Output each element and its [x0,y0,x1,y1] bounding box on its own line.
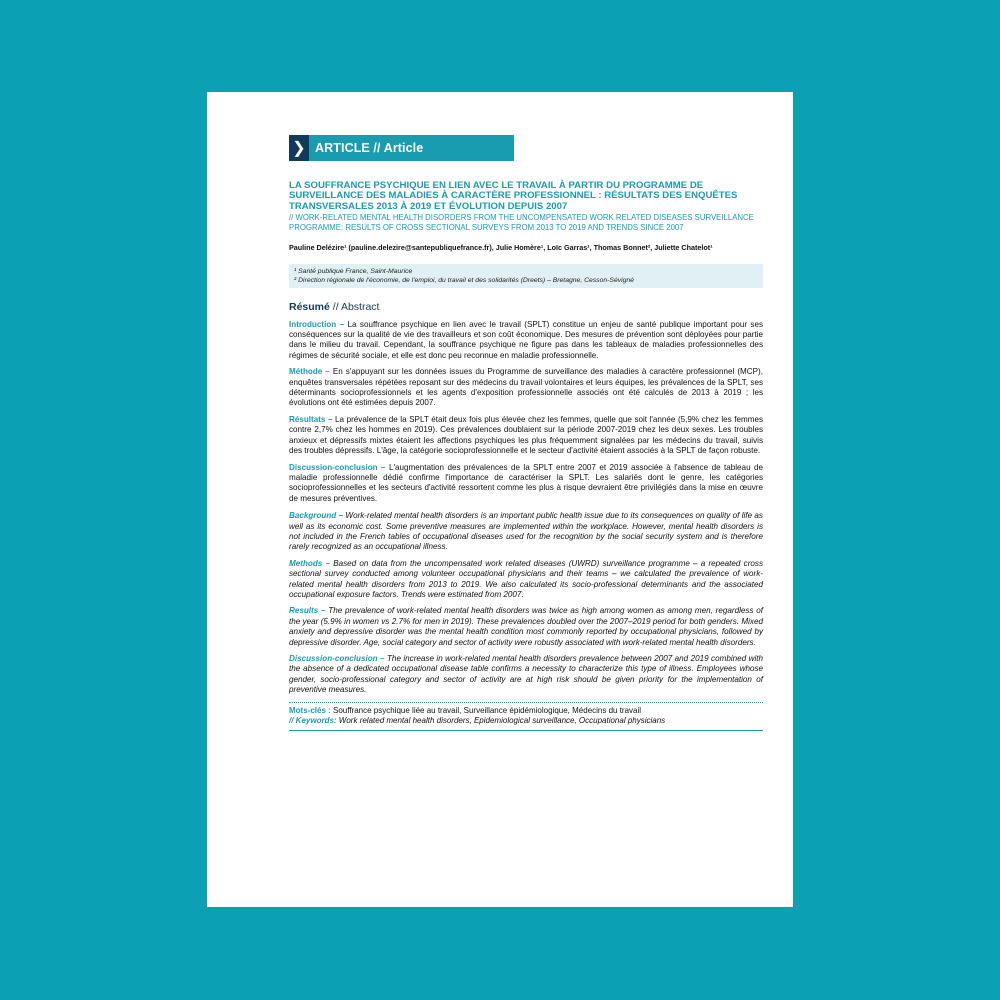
keywords-en [289,716,763,726]
section-text: En s'appuyant sur les données issues du Programme de surveillance des maladies à caractère professionnel (MCP), enquêtes transversales répétées reposant sur des médecins du travail volontaires et leurs équipes, les prévalences de la SPLT, ses déterminants socioprofessionnels et les agents d'exposition professionnelle associés ont été calculés de 2013 à 2019 ; les évolutions ont été estimées depuis 2007. [289,367,763,408]
section-label: Discussion-conclusion – [289,462,386,472]
abstract-fr-resultats [289,415,763,457]
section-text: Work-related mental health disorders is an important public health issue due to its consequences on quality of life as well as its economic cost. Some preventive measures are implemented within the workplace. However, mental health disorders is not included in the French tables of occupational diseases used for the recognition by the social security system and is therefore rarely recognized as an occupational illness. [289,511,763,552]
banner-label: ARTICLE // Article [315,141,424,155]
section-label: Méthode – [289,367,330,377]
section-text: The increase in work-related mental health disorders prevalence between 2007 and 2019 combined with the absence of a dedicated occupational disease table confirms a necessity to characterize this type of illness. Employees whose gender, socio-professional category and sector of activity are at high risk should be given priority for the implementation of preventive measures. [289,654,763,695]
dotted-divider [289,702,763,703]
abstract-fr-introduction [289,320,763,362]
affiliation-1: ¹ Santé publique France, Saint-Maurice [294,267,413,275]
abstract-heading-sep: // [329,300,341,313]
affiliations-box [289,264,763,288]
keywords-fr-label: Mots-clés : [289,705,331,715]
article-content [289,135,763,731]
section-text: La prévalence de la SPLT était deux fois plus élevée chez les femmes, quelle que soit l'année (5,9% chez les femmes contre 2,7% chez les hommes en 2019). Ces prévalences doublaient sur la période 2007-2019 chez les deux sexes. Les troubles anxieux et dépressifs mixtes étaient les affections psychiques les plus fréquemment signalées par les médecins du travail, suivis des troubles dépressifs. L'âge, la catégorie socioprofessionnelle et le secteur d'activité étaient associés à la SPLT de façon robuste. [289,414,764,456]
abstract-heading-en: Abstract [340,300,380,313]
article-page [207,92,793,907]
affiliation-2: ² Direction régionale de l'économie, de l'emploi, du travail et des solidarités (Dreets) – Bretagne, Cesson-Sévigné [294,276,634,284]
abstract-heading [289,301,763,313]
section-label: Methods – [289,558,330,568]
section-label: Results – [289,606,326,616]
section-text: The prevalence of work-related mental health disorders was twice as high among women as among men, regardless of the year (5.9% in women vs 2.7% for men in 2019). These prevalences doubled over the 2007–2019 period for both genders. Mixed anxiety and depressive disorder was the mental health condition most commonly reported by occupational physicians, followed by depressive disorder. Age, social category and sector of activity were robustly associated with work-related mental health disorders. [289,606,763,647]
section-label: Discussion-conclusion – [289,654,385,663]
abstract-heading-fr: Résumé [289,300,330,313]
authors: Pauline Delézire¹ (pauline.delezire@santepubliquefrance.fr), Julie Homère¹, Loïc Garras¹, Thomas Bonnet², Juliette Chatelot¹ [289,243,713,253]
keywords-en-text: Work related mental health disorders, Epidemiological surveillance, Occupational physicians [336,715,666,725]
article-banner [289,135,514,161]
keywords-fr-text: Souffrance psychique liée au travail, Surveillance épidémiologique, Médecins du travail [330,705,642,715]
keywords-rule [289,730,763,731]
abstract-en-discussion [289,654,763,696]
chevron-right-icon: ❯ [289,135,309,161]
article-subtitle: // WORK-RELATED MENTAL HEALTH DISORDERS FROM THE UNCOMPENSATED WORK RELATED DISEASES SURVEILLANCE PROGRAMME: RESULTS OF CROSS SECTIONAL SURVEYS FROM 2013 TO 2019 AND TRENDS SINCE 2007 [289,213,754,232]
section-label: Introduction – [289,319,345,329]
abstract-fr-methode [289,367,763,409]
keywords-en-label: // Keywords: [289,715,337,725]
abstract-en-background [289,511,763,553]
section-text: L'augmentation des prévalences de la SPLT entre 2007 et 2019 associée à l'absence de tableau de maladie professionnelle dédié confirme l'importance de caractériser la SPLT. Les salariés dont le genre, les catégories socioprofessionnelles et les secteurs d'activité ressortent comme les plus à risque devraient être privilégiés dans la mise en œuvre de mesures préventives. [289,462,763,503]
section-label: Résultats – [289,414,333,424]
article-title: LA SOUFFRANCE PSYCHIQUE EN LIEN AVEC LE TRAVAIL À PARTIR DU PROGRAMME DE SURVEILLANCE DES MALADIES À CARACTÈRE PROFESSIONNEL : RÉSULTATS DES ENQUÊTES TRANSVERSALES 2013 À 2019 ET ÉVOLUTION DEPUIS 2007 [289,180,738,212]
abstract-fr-discussion [289,463,763,505]
keywords-fr [289,706,763,716]
section-text: Based on data from the uncompensated work related diseases (UWRD) surveillance programme – a repeated cross sectional survey conducted among volunteer occupational physicians and their teams – we calculated the prevalence of work-related mental health disorders from 2013 to 2019. We also calculated its socio-professional determinants and the associated occupational exposure factors. Trends were estimated from 2007. [289,558,763,599]
section-text: La souffrance psychique en lien avec le travail (SPLT) constitue un enjeu de santé publique important pour ses conséquences sur la qualité de vie des travailleurs et son coût économique. Des mesures de prévention sont déployées pour partie dans le milieu du travail. Cependant, la souffrance psychique ne figure pas dans les tableaux de maladies professionnelles des régimes de sécurité sociale, et elle est donc peu reconnue en maladie professionnelle. [289,319,764,360]
section-label: Background – [289,511,344,521]
abstract-en-methods [289,559,763,601]
abstract-en-results [289,606,763,648]
